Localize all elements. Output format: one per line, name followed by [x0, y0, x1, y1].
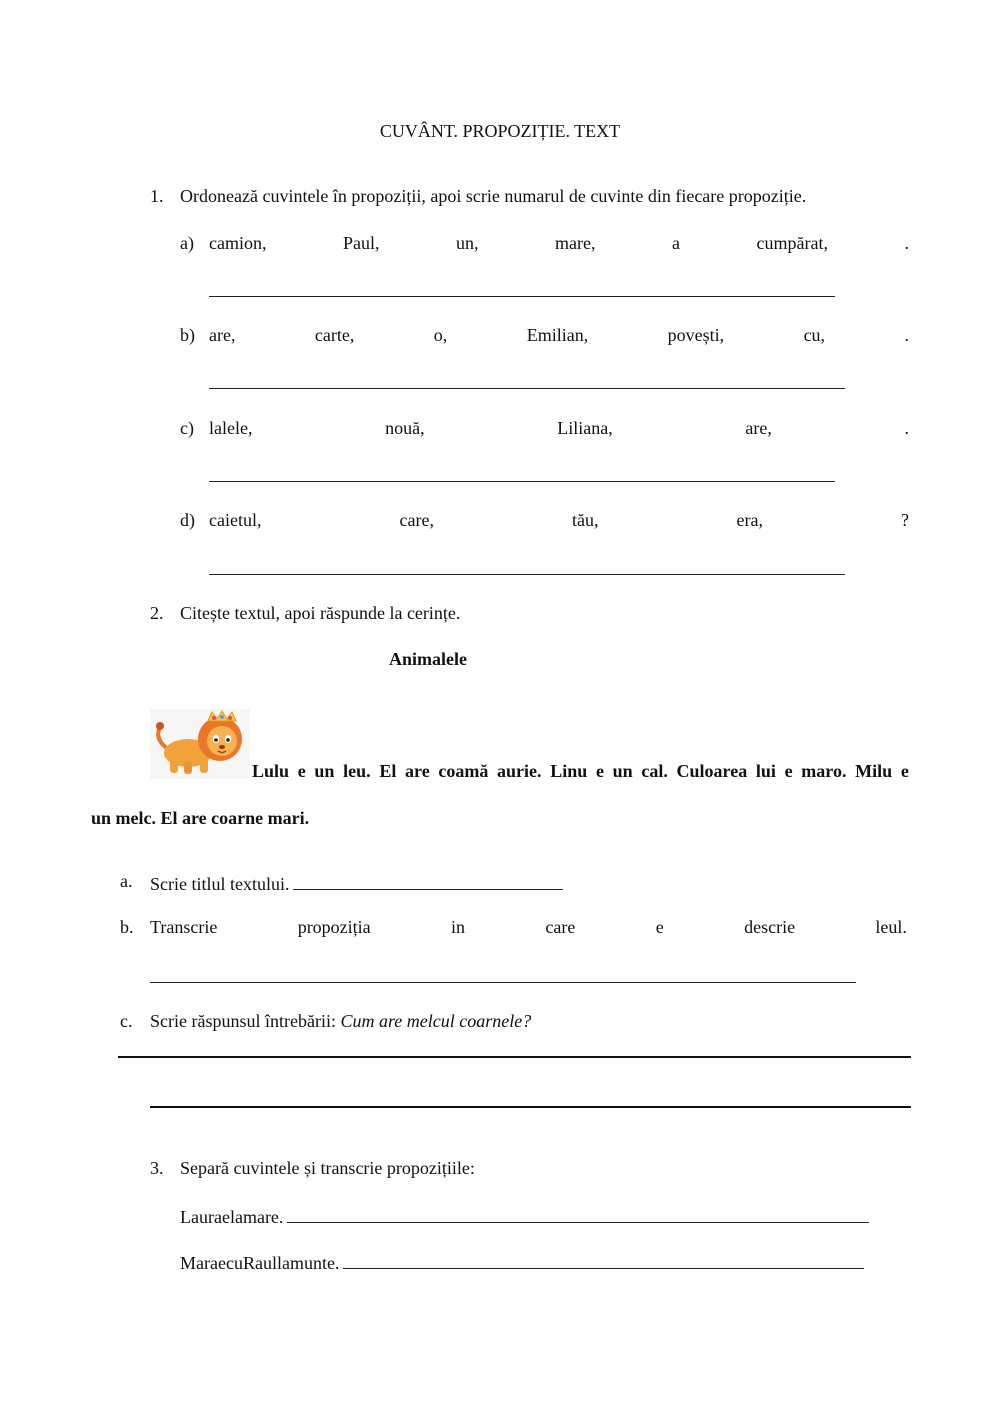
- word: cumpărat,: [756, 233, 828, 253]
- page-title: CUVÂNT. PROPOZIȚIE. TEXT: [379, 121, 621, 141]
- word: un,: [456, 233, 479, 253]
- word: Paul,: [342, 233, 380, 253]
- answer-line-c[interactable]: [209, 481, 835, 482]
- answer-line-b[interactable]: [209, 388, 845, 389]
- word: in: [451, 917, 466, 937]
- word: a: [671, 233, 680, 253]
- word: era,: [736, 510, 763, 530]
- item-a-label: a): [180, 233, 194, 253]
- word: e: [655, 917, 664, 937]
- word: ?: [901, 510, 909, 530]
- word: care: [545, 917, 576, 937]
- question-a-label: a.: [120, 871, 133, 891]
- word: Transcrie: [150, 917, 218, 937]
- answer-line-a[interactable]: [209, 296, 835, 297]
- word: e: [784, 761, 793, 781]
- item-c-words: [209, 418, 909, 439]
- word: coamă: [438, 761, 489, 781]
- text-paragraph-line-2: un melc. El are coarne mari.: [91, 808, 310, 828]
- question-a: [150, 871, 563, 895]
- exercise-3-number: 3.: [150, 1158, 164, 1178]
- word: are,: [209, 325, 236, 345]
- question-c-text: Scrie răspunsul întrebării:: [150, 1011, 336, 1031]
- word: propoziția: [297, 917, 371, 937]
- answer-line-ex3-1[interactable]: [287, 1204, 869, 1223]
- word: Milu: [855, 761, 893, 781]
- word: o,: [433, 325, 448, 345]
- word: Culoarea: [676, 761, 748, 781]
- item-b-words: [209, 325, 909, 346]
- word: cu,: [803, 325, 826, 345]
- word: povești,: [667, 325, 725, 345]
- answer-line-c-1[interactable]: [118, 1056, 911, 1058]
- word: Linu: [550, 761, 588, 781]
- word: descrie: [744, 917, 796, 937]
- answer-line-b-question[interactable]: [150, 982, 856, 983]
- word: leu.: [343, 761, 371, 781]
- text-title: Animalele: [389, 649, 467, 669]
- word: .: [904, 418, 909, 438]
- word: Liliana,: [557, 418, 613, 438]
- word: aurie.: [497, 761, 542, 781]
- answer-line-title[interactable]: [293, 871, 563, 890]
- question-c: [150, 1011, 531, 1032]
- word: un: [612, 761, 633, 781]
- question-b-label: b.: [120, 917, 134, 937]
- exercise-2-instruction: Citește textul, apoi răspunde la cerințe.: [180, 603, 461, 623]
- item-c-label: c): [180, 418, 194, 438]
- word: are,: [745, 418, 772, 438]
- word: Lulu: [252, 761, 290, 781]
- lion-with-crown-icon: [150, 709, 250, 779]
- word: cal.: [641, 761, 668, 781]
- question-c-question: Cum are melcul coarnele?: [340, 1011, 532, 1031]
- word: El: [379, 761, 397, 781]
- word: .: [904, 325, 909, 345]
- answer-line-d[interactable]: [209, 574, 845, 575]
- word: un: [314, 761, 335, 781]
- question-c-label: c.: [120, 1011, 133, 1031]
- item-d-label: d): [180, 510, 195, 530]
- exercise-3-instruction: Separă cuvintele și transcrie propozițiile:: [180, 1158, 475, 1178]
- ex3-item-1-text: Lauraelamare.: [180, 1207, 284, 1227]
- item-d-words: [209, 510, 909, 531]
- question-b-text: [150, 917, 907, 938]
- word: lui: [755, 761, 776, 781]
- answer-line-ex3-2[interactable]: [343, 1250, 864, 1269]
- item-a-words: [209, 233, 909, 254]
- word: care,: [399, 510, 434, 530]
- exercise-1-number: 1.: [150, 186, 164, 206]
- word: are: [405, 761, 430, 781]
- word: e: [900, 761, 909, 781]
- word: mare,: [555, 233, 596, 253]
- exercise-1-instruction: Ordonează cuvintele în propoziții, apoi scrie numarul de cuvinte din fiecare propoziție.: [180, 186, 807, 206]
- item-b-label: b): [180, 325, 195, 345]
- word: leul.: [875, 917, 907, 937]
- word: .: [904, 233, 909, 253]
- word: Emilian,: [526, 325, 589, 345]
- word: carte,: [314, 325, 355, 345]
- word: lalele,: [209, 418, 253, 438]
- word: e: [297, 761, 306, 781]
- word: caietul,: [209, 510, 262, 530]
- word: tău,: [571, 510, 599, 530]
- word: camion,: [209, 233, 267, 253]
- word: e: [595, 761, 604, 781]
- word: maro.: [801, 761, 847, 781]
- ex3-item-1: [180, 1204, 869, 1228]
- word: nouă,: [385, 418, 425, 438]
- ex3-item-2: [180, 1250, 864, 1274]
- answer-line-c-2[interactable]: [150, 1106, 911, 1108]
- question-a-text: Scrie titlul textului.: [150, 874, 290, 894]
- exercise-2-number: 2.: [150, 603, 164, 623]
- text-paragraph-line-1: [252, 761, 909, 782]
- ex3-item-2-text: MaraecuRaullamunte.: [180, 1253, 340, 1273]
